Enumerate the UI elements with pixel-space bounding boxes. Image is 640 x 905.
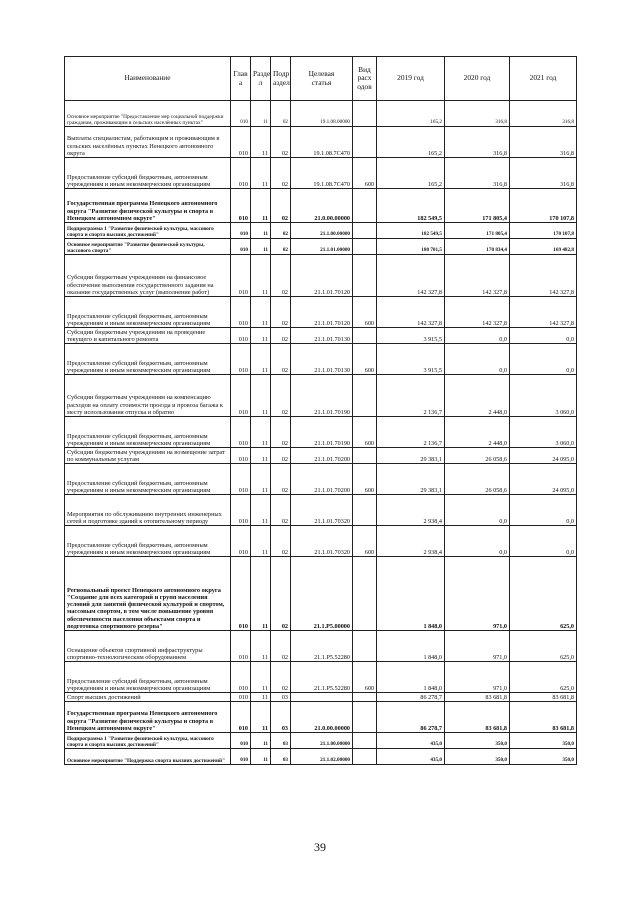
value-2019: 435,0 (377, 733, 445, 749)
name: Государственная программа Ненецкого автономного округа "Развитие физической культуры и спорта в Ненецком автономном округе" (65, 189, 231, 223)
subsection-cell: 02 (271, 448, 291, 464)
section-cell: 11 (251, 127, 271, 158)
value-2019: 2 938,4 (377, 526, 445, 557)
value-2021: 142 327,8 (510, 297, 577, 328)
name: Предоставление субсидий бюджетным, автономным учреждениям и иным некоммерческим организациям (65, 417, 231, 448)
value-2021: 350,0 (510, 733, 577, 749)
value-2019: 142 327,8 (377, 255, 445, 297)
chapter-cell: 010 (231, 557, 251, 631)
value-2019: 29 383,1 (377, 464, 445, 495)
table-row (65, 733, 577, 749)
value-2019: 1 848,0 (377, 557, 445, 631)
value-2020: 316,8 (445, 127, 510, 158)
subsection-cell: 02 (271, 464, 291, 495)
subsection-cell: 02 (271, 101, 291, 127)
value-2020: 26 058,6 (445, 448, 510, 464)
subsection-cell: 02 (271, 526, 291, 557)
value-2019: 2 136,7 (377, 417, 445, 448)
name: Субсидии бюджетным учреждениям на финансовое обеспечение выполнения государственного задания на оказание государственных услуг (выполнение работ) (65, 255, 231, 297)
subsection-cell: 03 (271, 733, 291, 749)
subsection-cell: 02 (271, 328, 291, 344)
value-2021: 170 107,8 (510, 223, 577, 239)
target-cell: 21.1.01.70130 (291, 328, 353, 344)
exp-type-cell (353, 749, 377, 765)
target-cell: 21.1.01.70190 (291, 375, 353, 417)
value-2020: 971,0 (445, 662, 510, 693)
value-2020: 83 681,8 (445, 693, 510, 702)
target-cell: 21.0.00.00000 (291, 189, 353, 223)
header-2019: 2019 год (377, 57, 445, 101)
name: Оснащение объектов спортивной инфраструктуры спортивно-технологическим оборудованием (65, 631, 231, 662)
table-row (65, 702, 577, 733)
target-cell: 21.1.01.70320 (291, 495, 353, 526)
value-2020: 971,0 (445, 631, 510, 662)
name: Региональный проект Ненецкого автономного округа "Создание для всех категорий и групп населения условий для занятий физической культурой и спортом, массовым спортом, в том числе повышение уровня обеспеченности населения объектами спорта и подготовка спортивного резерва" (65, 557, 231, 631)
section-cell: 11 (251, 702, 271, 733)
value-2021: 170 107,8 (510, 189, 577, 223)
section-cell: 11 (251, 375, 271, 417)
exp-type-cell: 600 (353, 297, 377, 328)
subsection-cell: 03 (271, 702, 291, 733)
subsection-cell: 02 (271, 239, 291, 255)
chapter-cell: 010 (231, 344, 251, 375)
table-row (65, 344, 577, 375)
exp-type-cell (353, 255, 377, 297)
target-cell: 21.1.02.00000 (291, 749, 353, 765)
table-row (65, 255, 577, 297)
table-row (65, 239, 577, 255)
value-2020: 0,0 (445, 328, 510, 344)
value-2020: 316,8 (445, 158, 510, 189)
value-2020: 350,0 (445, 733, 510, 749)
table-row (65, 662, 577, 693)
subsection-cell: 02 (271, 223, 291, 239)
value-2019: 2 136,7 (377, 375, 445, 417)
chapter-cell: 010 (231, 702, 251, 733)
subsection-cell: 02 (271, 344, 291, 375)
exp-type-cell: 600 (353, 526, 377, 557)
name: Предоставление субсидий бюджетным, автономным учреждениям и иным некоммерческим организациям (65, 464, 231, 495)
value-2019: 182 549,5 (377, 189, 445, 223)
value-2019: 165,2 (377, 158, 445, 189)
target-cell: 19.1.08.7С470 (291, 127, 353, 158)
target-cell: 21.1.01.00000 (291, 239, 353, 255)
subsection-cell: 02 (271, 158, 291, 189)
budget-table (64, 56, 577, 765)
chapter-cell: 010 (231, 223, 251, 239)
section-cell: 11 (251, 101, 271, 127)
name: Основное мероприятие "Предоставление мер социальной поддержки гражданам, проживающим в сельских населённых пунктах" (65, 101, 231, 127)
value-2019: 165,2 (377, 127, 445, 158)
exp-type-cell: 600 (353, 662, 377, 693)
value-2020: 971,0 (445, 557, 510, 631)
target-cell: 21.1.01.70120 (291, 255, 353, 297)
section-cell: 11 (251, 631, 271, 662)
value-2019: 180 701,5 (377, 239, 445, 255)
section-cell: 11 (251, 662, 271, 693)
header-2020: 2020 год (445, 57, 510, 101)
target-cell: 21.1.00.00000 (291, 223, 353, 239)
exp-type-cell (353, 702, 377, 733)
exp-type-cell (353, 733, 377, 749)
header-2021: 2021 год (510, 57, 577, 101)
value-2021: 3 060,0 (510, 417, 577, 448)
value-2021: 83 681,8 (510, 693, 577, 702)
target-cell: 21.1.P5.52280 (291, 662, 353, 693)
subsection-cell: 02 (271, 662, 291, 693)
target-cell: 21.1.P5.00000 (291, 557, 353, 631)
header-chapter: Глав а (231, 57, 251, 101)
name: Государственная программа Ненецкого автономного округа "Развитие физической культуры и спорта в Ненецком автономном округе" (65, 702, 231, 733)
chapter-cell: 010 (231, 749, 251, 765)
table-row (65, 328, 577, 344)
chapter-cell: 010 (231, 662, 251, 693)
value-2021: 625,0 (510, 557, 577, 631)
value-2020: 0,0 (445, 526, 510, 557)
value-2019: 165,2 (377, 101, 445, 127)
chapter-cell: 010 (231, 255, 251, 297)
target-cell: 21.1.01.70200 (291, 448, 353, 464)
value-2021: 316,8 (510, 101, 577, 127)
section-cell: 11 (251, 448, 271, 464)
subsection-cell: 02 (271, 375, 291, 417)
section-cell: 11 (251, 328, 271, 344)
name: Предоставление субсидий бюджетным, автономным учреждениям и иным некоммерческим организациям (65, 344, 231, 375)
subsection-cell: 03 (271, 749, 291, 765)
subsection-cell: 03 (271, 693, 291, 702)
chapter-cell: 010 (231, 158, 251, 189)
table-row (65, 631, 577, 662)
subsection-cell: 02 (271, 189, 291, 223)
target-cell: 21.1.01.70190 (291, 417, 353, 448)
value-2021: 169 482,8 (510, 239, 577, 255)
exp-type-cell: 600 (353, 158, 377, 189)
target-cell: 19.1.08.7С470 (291, 158, 353, 189)
name: Предоставление субсидий бюджетным, автономным учреждениям и иным некоммерческим организациям (65, 297, 231, 328)
header-name: Наименование (65, 57, 231, 101)
subsection-cell: 02 (271, 557, 291, 631)
value-2021: 24 095,0 (510, 464, 577, 495)
name: Субсидии бюджетным учреждениям на компенсацию расходов на оплату стоимости проезда и провоза багажа к месту использования отпуска и обратно (65, 375, 231, 417)
header-exp-type: Вид расх одов (353, 57, 377, 101)
section-cell: 11 (251, 693, 271, 702)
chapter-cell: 010 (231, 297, 251, 328)
value-2021: 0,0 (510, 495, 577, 526)
value-2020: 142 327,8 (445, 297, 510, 328)
name: Предоставление субсидий бюджетным, автономным учреждениям и иным некоммерческим организациям (65, 526, 231, 557)
value-2019: 3 915,5 (377, 328, 445, 344)
value-2020: 171 805,4 (445, 189, 510, 223)
table-row (65, 101, 577, 127)
target-cell: 21.1.01.70320 (291, 526, 353, 557)
exp-type-cell: 600 (353, 344, 377, 375)
value-2021: 350,0 (510, 749, 577, 765)
target-cell: 21.0.00.00000 (291, 702, 353, 733)
exp-type-cell (353, 189, 377, 223)
chapter-cell: 010 (231, 495, 251, 526)
value-2021: 0,0 (510, 344, 577, 375)
table-row (65, 448, 577, 464)
exp-type-cell: 600 (353, 464, 377, 495)
exp-type-cell (353, 693, 377, 702)
header-row (65, 57, 577, 101)
exp-type-cell (353, 557, 377, 631)
section-cell: 11 (251, 255, 271, 297)
value-2020: 2 448,0 (445, 417, 510, 448)
exp-type-cell (353, 101, 377, 127)
section-cell: 11 (251, 189, 271, 223)
table-row (65, 693, 577, 702)
value-2021: 24 095,0 (510, 448, 577, 464)
table-row (65, 464, 577, 495)
value-2020: 142 327,8 (445, 255, 510, 297)
section-cell: 11 (251, 495, 271, 526)
value-2021: 625,0 (510, 631, 577, 662)
value-2021: 0,0 (510, 526, 577, 557)
table-row (65, 749, 577, 765)
table-row (65, 557, 577, 631)
name: Выплаты специалистам, работающим и проживающим в сельских населённых пунктах Ненецкого автономного округа (65, 127, 231, 158)
value-2021: 625,0 (510, 662, 577, 693)
value-2021: 316,8 (510, 127, 577, 158)
table-row (65, 127, 577, 158)
header-section: Разде л (251, 57, 271, 101)
target-cell: 21.1.00.00000 (291, 733, 353, 749)
name: Субсидии бюджетным учреждениям на проведение текущего и капитального ремонта (65, 328, 231, 344)
table-row (65, 189, 577, 223)
chapter-cell: 010 (231, 693, 251, 702)
value-2019: 1 848,0 (377, 631, 445, 662)
value-2019: 29 383,1 (377, 448, 445, 464)
value-2020: 26 058,6 (445, 464, 510, 495)
name: Основное мероприятие "Развитие физической культуры, массового спорта" (65, 239, 231, 255)
section-cell: 11 (251, 158, 271, 189)
value-2021: 142 327,8 (510, 255, 577, 297)
exp-type-cell (353, 127, 377, 158)
section-cell: 11 (251, 344, 271, 375)
value-2019: 435,0 (377, 749, 445, 765)
value-2019: 1 848,0 (377, 662, 445, 693)
chapter-cell: 010 (231, 448, 251, 464)
value-2019: 3 915,5 (377, 344, 445, 375)
exp-type-cell (353, 239, 377, 255)
name: Спорт высших достижений (65, 693, 231, 702)
exp-type-cell (353, 495, 377, 526)
chapter-cell: 010 (231, 631, 251, 662)
name: Предоставление субсидий бюджетным, автономным учреждениям и иным некоммерческим организациям (65, 158, 231, 189)
name: Основное мероприятие "Поддержка спорта высших достижений" (65, 749, 231, 765)
section-cell: 11 (251, 297, 271, 328)
name: Предоставление субсидий бюджетным, автономным учреждениям и иным некоммерческим организациям (65, 662, 231, 693)
target-cell (291, 693, 353, 702)
chapter-cell: 010 (231, 189, 251, 223)
value-2020: 316,8 (445, 101, 510, 127)
subsection-cell: 02 (271, 417, 291, 448)
table-row (65, 495, 577, 526)
section-cell: 11 (251, 749, 271, 765)
chapter-cell: 010 (231, 733, 251, 749)
value-2021: 83 681,8 (510, 702, 577, 733)
value-2020: 171 805,4 (445, 223, 510, 239)
exp-type-cell (353, 328, 377, 344)
header-subsection: Подр аздел (271, 57, 291, 101)
target-cell: 21.1.P5.52280 (291, 631, 353, 662)
section-cell: 11 (251, 557, 271, 631)
name: Подпрограмма 1 "Развитие физической культуры, массового спорта и спорта высших достижений" (65, 733, 231, 749)
exp-type-cell (353, 223, 377, 239)
value-2021: 0,0 (510, 328, 577, 344)
section-cell: 11 (251, 526, 271, 557)
chapter-cell: 010 (231, 127, 251, 158)
chapter-cell: 010 (231, 328, 251, 344)
value-2020: 170 834,4 (445, 239, 510, 255)
chapter-cell: 010 (231, 239, 251, 255)
subsection-cell: 02 (271, 297, 291, 328)
value-2020: 2 448,0 (445, 375, 510, 417)
value-2021: 3 060,0 (510, 375, 577, 417)
table-row (65, 375, 577, 417)
value-2020: 0,0 (445, 495, 510, 526)
table-row (65, 223, 577, 239)
target-cell: 21.1.01.70200 (291, 464, 353, 495)
header-target: Целевая статья (291, 57, 353, 101)
value-2019: 2 938,4 (377, 495, 445, 526)
exp-type-cell (353, 375, 377, 417)
exp-type-cell: 600 (353, 417, 377, 448)
target-cell: 21.1.01.70120 (291, 297, 353, 328)
name: Мероприятия по обслуживанию внутренних инженерных сетей и подготовке зданий к отопительному периоду (65, 495, 231, 526)
subsection-cell: 02 (271, 631, 291, 662)
table-row (65, 526, 577, 557)
chapter-cell: 010 (231, 526, 251, 557)
exp-type-cell (353, 448, 377, 464)
target-cell: 19.1.08.00000 (291, 101, 353, 127)
chapter-cell: 010 (231, 464, 251, 495)
section-cell: 11 (251, 223, 271, 239)
target-cell: 21.1.01.70130 (291, 344, 353, 375)
subsection-cell: 02 (271, 255, 291, 297)
value-2020: 83 681,8 (445, 702, 510, 733)
value-2019: 182 549,5 (377, 223, 445, 239)
value-2021: 316,8 (510, 158, 577, 189)
subsection-cell: 02 (271, 127, 291, 158)
chapter-cell: 010 (231, 375, 251, 417)
value-2020: 0,0 (445, 344, 510, 375)
name: Субсидии бюджетным учреждениям на возмещение затрат по коммунальным услугам (65, 448, 231, 464)
table-row (65, 158, 577, 189)
value-2019: 86 278,7 (377, 702, 445, 733)
value-2020: 350,0 (445, 749, 510, 765)
value-2019: 142 327,8 (377, 297, 445, 328)
section-cell: 11 (251, 239, 271, 255)
table-row (65, 297, 577, 328)
chapter-cell: 010 (231, 417, 251, 448)
name: Подпрограмма 1 "Развитие физической культуры, массового спорта и спорта высших достижений" (65, 223, 231, 239)
subsection-cell: 02 (271, 495, 291, 526)
section-cell: 11 (251, 417, 271, 448)
exp-type-cell (353, 631, 377, 662)
section-cell: 11 (251, 464, 271, 495)
section-cell: 11 (251, 733, 271, 749)
value-2019: 86 278,7 (377, 693, 445, 702)
page-number: 39 (314, 840, 326, 854)
table-row (65, 417, 577, 448)
chapter-cell: 010 (231, 101, 251, 127)
